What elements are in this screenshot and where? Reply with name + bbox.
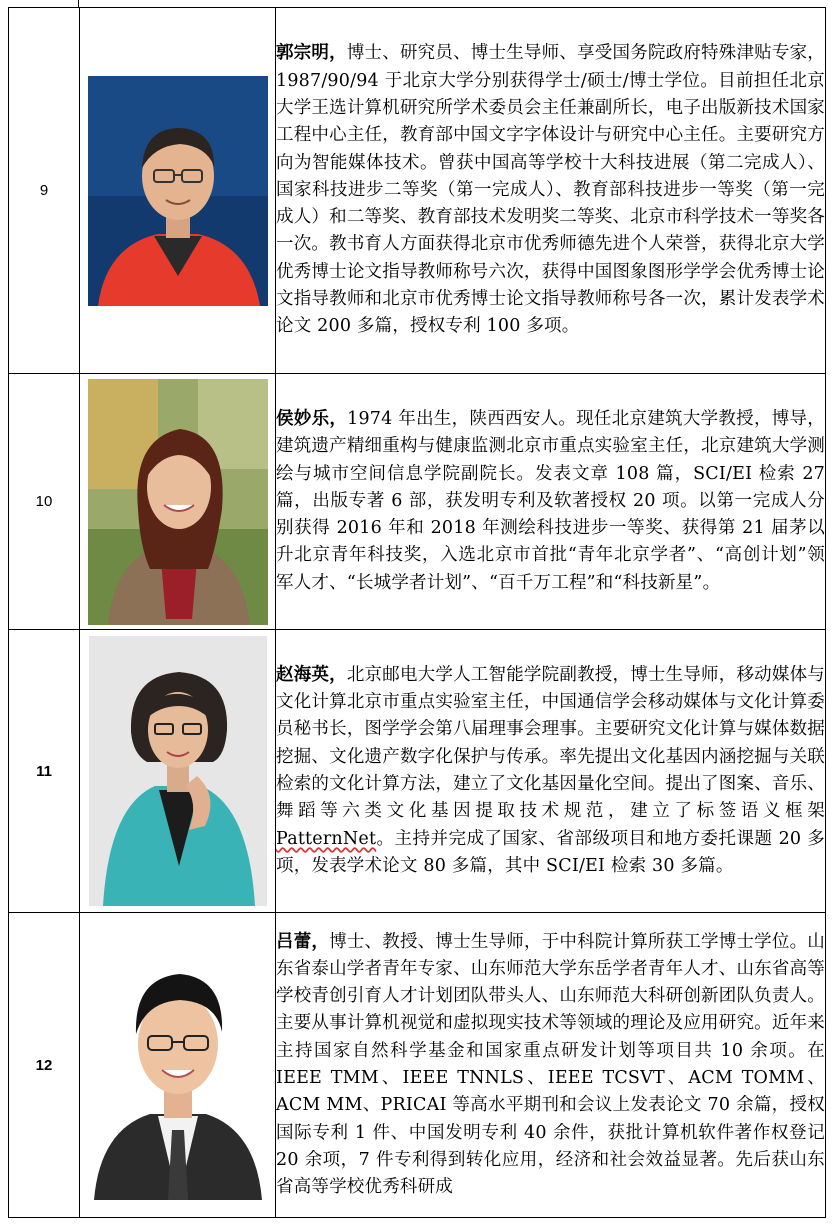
row-number: 9: [9, 8, 80, 374]
bio-cell: [276, 8, 826, 374]
table-row: [9, 374, 826, 630]
table-row: [9, 630, 826, 913]
portrait-photo: [88, 76, 268, 306]
photo-cell: [80, 630, 276, 913]
person-name: 郭宗明，: [276, 43, 347, 64]
table-row: [9, 8, 826, 374]
portrait-photo: [88, 930, 268, 1200]
photo-cell: [80, 8, 276, 374]
bio-text: 北京邮电大学人工智能学院副教授，博士生导师，移动媒体与文化计算北京市重点实验室主任，中国通信学会移动媒体与文化计算委员秘书长，图学学会第八届理事会理事。主要研究文化计算与媒体数据挖掘、文化遗产数字化保护与传承。率先提出文化基因内涵挖掘与关联检索的文化计算方法，建立了文化基因量化空间。提出了图案、音乐、舞蹈等六类文化基因提取技术规范，建立了标签语义框架: [276, 664, 825, 822]
photo-cell: [80, 374, 276, 630]
person-name: 吕蕾，: [276, 931, 330, 952]
bio-cell: [276, 374, 826, 630]
bio-text: 博士、教授、博士生导师，于中科院计算所获工学博士学位。山东省泰山学者青年专家、山东师范大学东岳学者青年人才、山东省高等学校青创引育人才计划团队带头人、山东师范大科研创新团队负责人。主要从事计算机视觉和虚拟现实技术等领域的理论及应用研究。近年来主持国家自然科学基金和国家重点研发计划等项目共 10 余项。在 IEEE TMM、IEEE TNNLS、IEEE TCSVT、ACM TOMM、ACM MM、PRICAI 等高水平期刊和会议上发表论文 70 余篇，授权国际专利 1 件、中国发明专利 40 余件，获批计算机软件著作权登记 20 余项，7 件专利得到转化应用，经济和社会效益显著。先后获山东省高等学校优秀科研成: [276, 931, 825, 1198]
row-number: 12: [9, 913, 80, 1218]
expert-table: [8, 7, 826, 1218]
bio-text: 1974 年出生，陕西西安人。现任北京建筑大学教授，博导，建筑遗产精细重构与健康监测北京市重点实验室主任，北京建筑大学测绘与城市空间信息学院副院长。发表文章 108 篇，SCI/EI 检索 27 篇，出版专著 6 部，获发明专利及软著授权 20 项。以第一完成人分别获得 2016 年和 2018 年测绘科技进步一等奖、获得第 21 届茅以升北京青年科技奖，入选北京市首批“青年北京学者”、“高创计划”领军人才、“长城学者计划”、“百千万工程”和“科技新星”。: [276, 408, 825, 593]
bio-text: 。主持并完成了国家、省部级项目和地方委托课题 20 多项，发表学术论文 80 多篇，其中 SCI/EI 检索 30 多篇。: [276, 828, 825, 876]
table-row: [9, 913, 826, 1218]
row-number: 11: [9, 630, 80, 913]
person-name: 侯妙乐，: [276, 408, 348, 429]
bio-cell: [276, 630, 826, 913]
portrait-photo: [88, 379, 268, 625]
person-name: 赵海英，: [276, 664, 347, 685]
patternnet-term: PatternNet: [276, 828, 377, 849]
bio-text: 博士、研究员、博士生导师、享受国务院政府特殊津贴专家，1987/90/94 于北京大学分别获得学士/硕士/博士学位。目前担任北京大学王选计算机研究所学术委员会主任兼副所长，电子出版新技术国家工程中心主任，教育部中国文字字体设计与研究中心主任。主要研究方向为智能媒体技术。曾获中国高等学校十大科技进展（第二完成人）、国家科技进步二等奖（第一完成人）、教育部科技进步一等奖（第一完成人）和二等奖、教育部技术发明奖二等奖、北京市科学技术一等奖各一次。教书育人方面获得北京市优秀师德先进个人荣誉，获得北京大学优秀博士论文指导教师称号六次，获得中国图象图形学学会优秀博士论文指导教师和北京市优秀博士论文指导教师称号各一次，累计发表学术论文 200 多篇，授权专利 100 多项。: [276, 43, 825, 337]
photo-cell: [80, 913, 276, 1218]
portrait-photo: [89, 636, 267, 906]
row-number: 10: [9, 374, 80, 630]
bio-cell: [276, 913, 826, 1218]
